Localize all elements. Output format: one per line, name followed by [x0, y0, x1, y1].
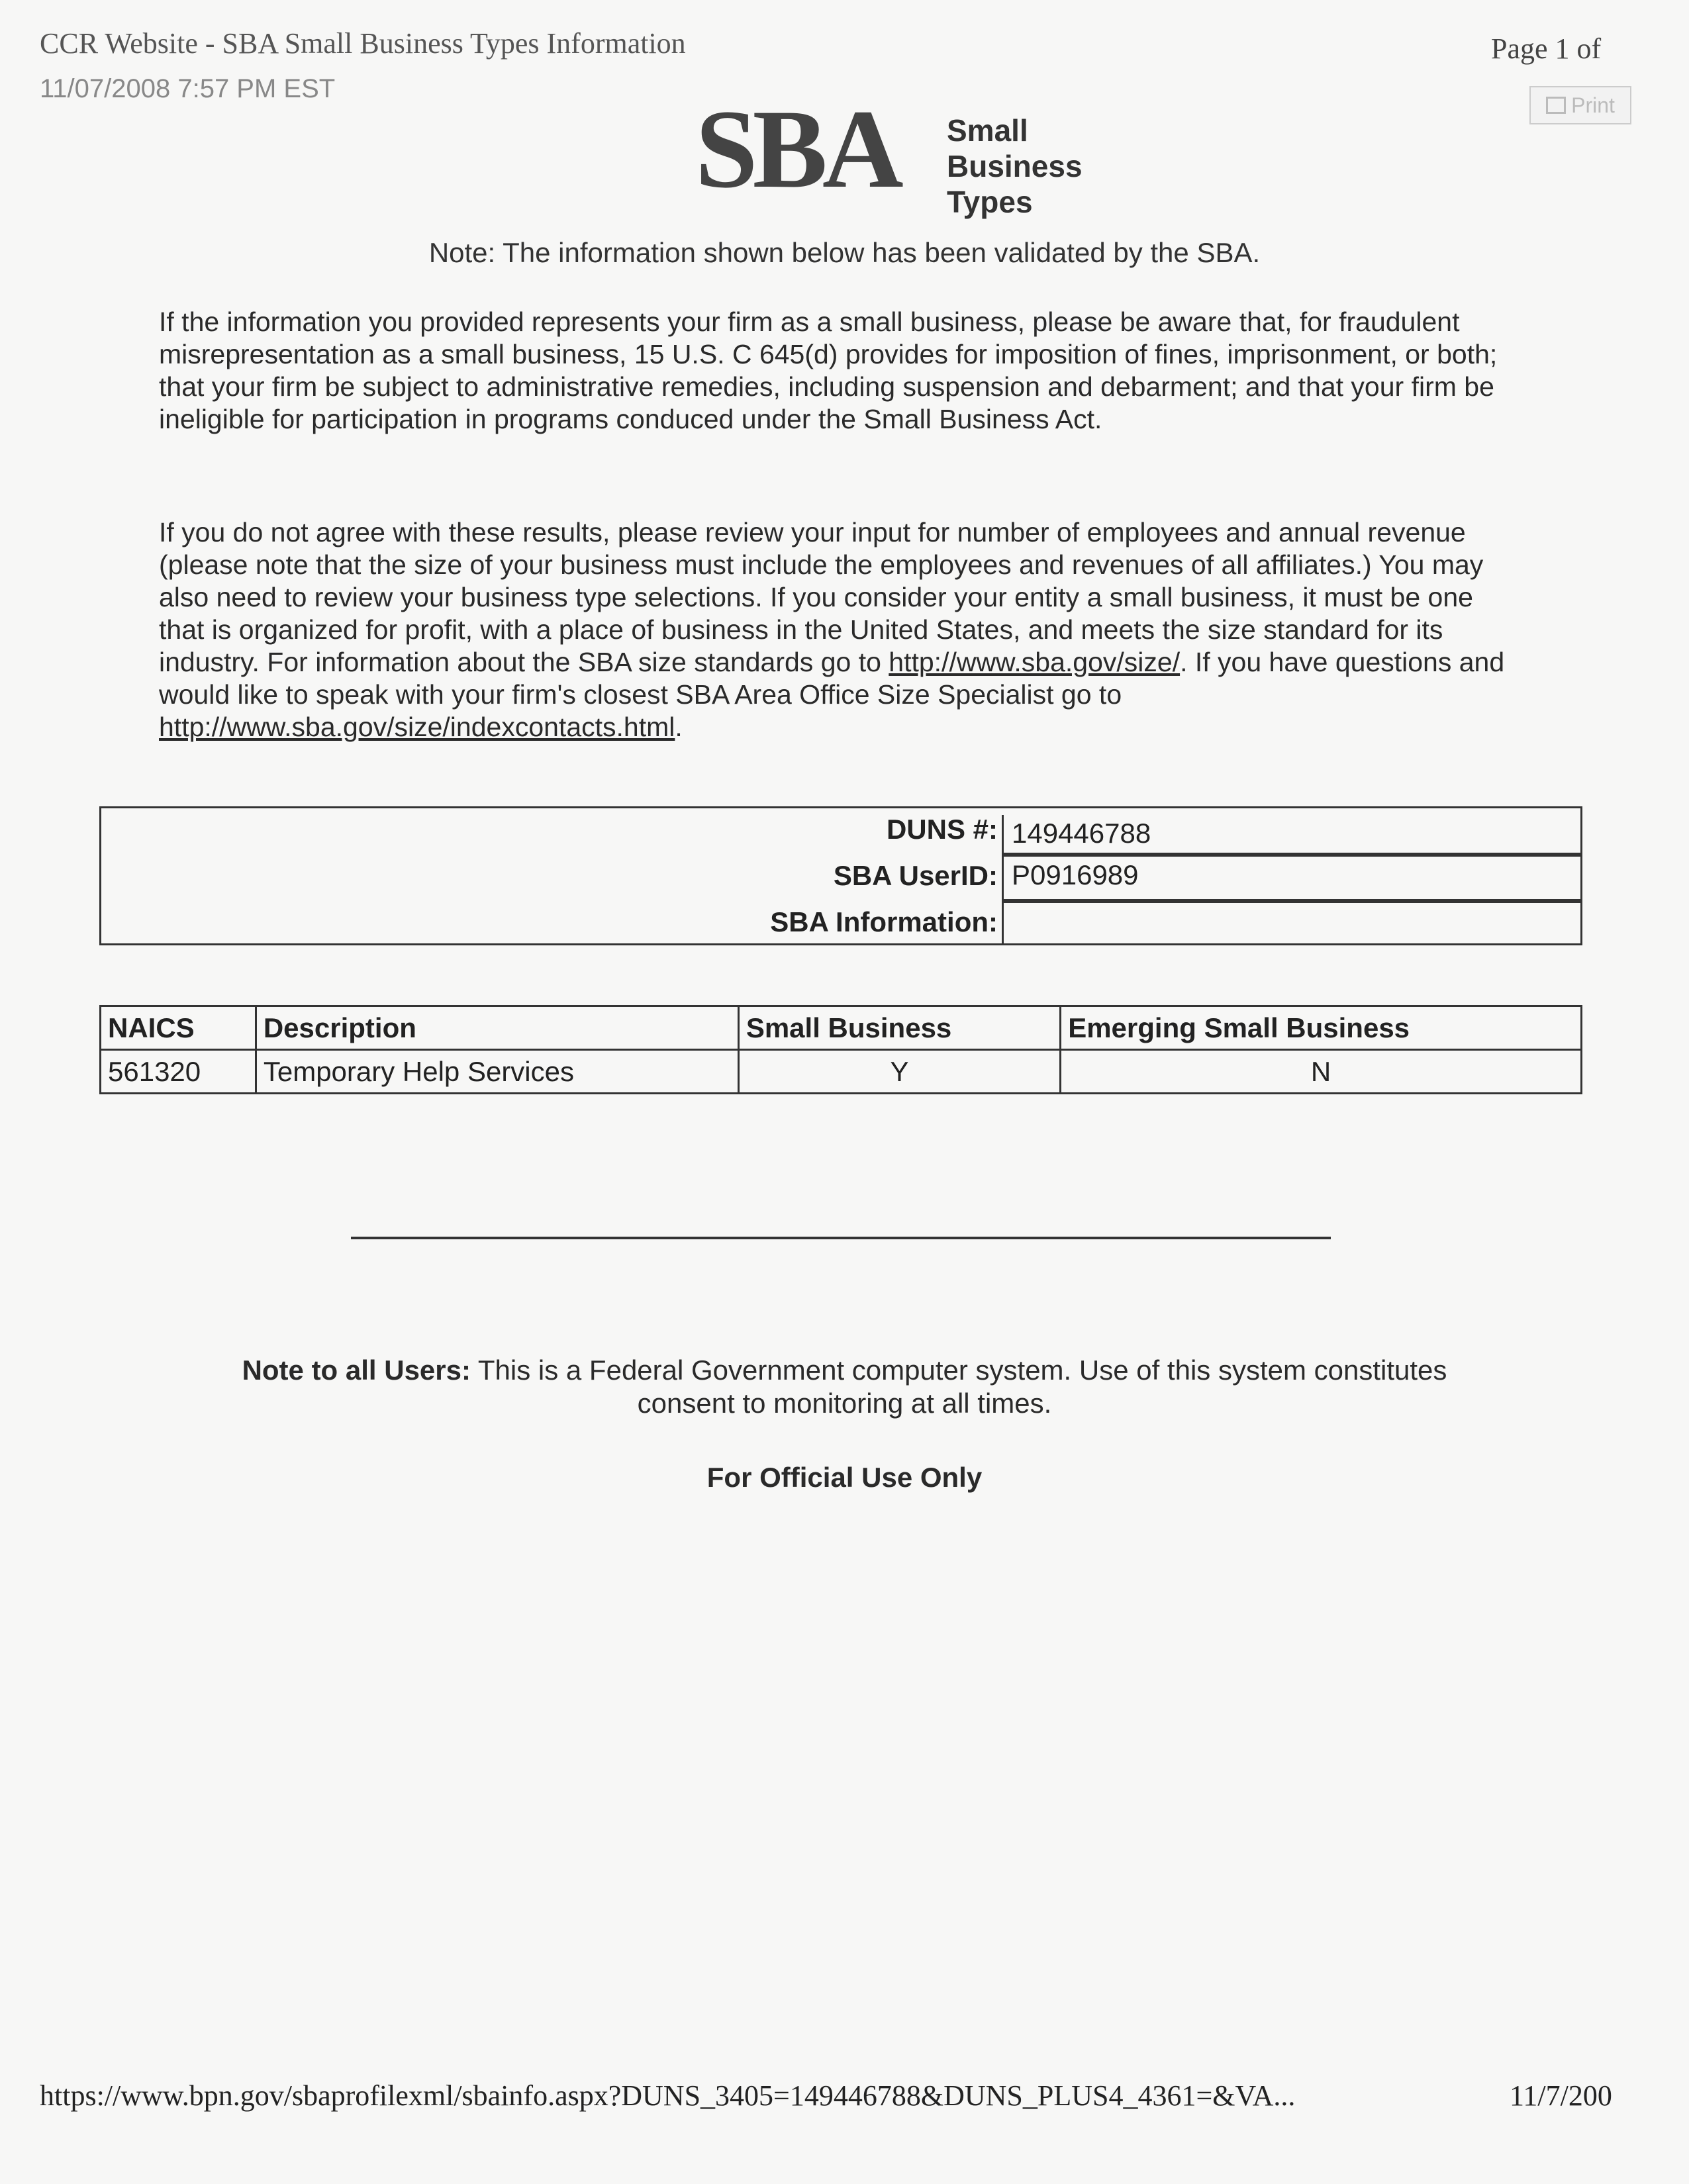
users-note-bold: Note to all Users:: [242, 1354, 471, 1386]
naics-header: NAICS: [101, 1006, 256, 1050]
paragraph-text: If you do not agree with these results, please review your input for number of employees and annual revenue (please note that the size of your business must include the employees and revenues of all affiliates.) You may also need to review your business type selections. If you consider your entity a small business, it must be one that is organized for profit, with a place of business in the United States, and meets the size standard for its industry. For information about the SBA size standards go to: [159, 517, 1484, 677]
table-row: [101, 1050, 1582, 1094]
print-button[interactable]: [1529, 86, 1631, 124]
browser-page-title: CCR Website - SBA Small Business Types Information: [40, 27, 686, 60]
validated-note: Note: The information shown below has been validated by the SBA.: [428, 237, 1261, 268]
sba-information-value: [1002, 901, 1580, 943]
divider: [351, 1237, 1331, 1239]
small-business-header: Small Business: [738, 1006, 1060, 1050]
users-note-text: This is a Federal Government computer system. Use of this system constitutes: [470, 1354, 1447, 1386]
logo-subtitle-line2: Types: [947, 185, 1033, 219]
fraud-warning-paragraph: If the information you provided represents your firm as a small business, please be aware that, for fraudulent misrepresentation as a small business, 15 U.S. C 645(d) provides for imposition of fines, imprisonment, or both; that your firm be subject to administrative remedies, including suspension and debarment; and that your firm be ineligible for participation in programs conduced under the Small Business Act.: [159, 307, 1498, 434]
userid-label: SBA UserID:: [833, 860, 998, 891]
size-standards-link[interactable]: http://www.sba.gov/size/: [889, 647, 1181, 677]
small-business-cell: Y: [738, 1050, 1060, 1094]
footer-date: 11/7/200: [1510, 2079, 1612, 2112]
page-number: Page 1 of: [1491, 32, 1602, 65]
emerging-small-business-cell: N: [1061, 1050, 1582, 1094]
logo-subtitle-line1: Small Business: [947, 113, 1083, 183]
emerging-small-business-header: Emerging Small Business: [1061, 1006, 1582, 1050]
printer-icon: [1546, 97, 1566, 114]
userid-row: [101, 855, 1580, 901]
users-note-line1: [0, 1354, 1689, 1387]
sba-logo: [695, 87, 1172, 219]
description-header: Description: [256, 1006, 738, 1050]
table-header-row: [101, 1006, 1582, 1050]
naics-code-cell: 561320: [101, 1050, 256, 1094]
users-note: [0, 1354, 1689, 1420]
naics-table: [99, 1005, 1582, 1094]
sba-logo-letters: SBA: [695, 87, 898, 211]
paragraph-text: .: [675, 712, 683, 742]
users-note-line2: consent to monitoring at all times.: [637, 1388, 1052, 1419]
size-standards-paragraph: [159, 516, 1516, 743]
sba-information-label: SBA Information:: [770, 906, 998, 937]
userid-value: P0916989: [1002, 855, 1580, 901]
duns-value: 149446788: [1002, 815, 1580, 855]
duns-row: [101, 808, 1580, 855]
size-contacts-link[interactable]: http://www.sba.gov/size/indexcontacts.html: [159, 712, 675, 742]
description-cell: Temporary Help Services: [256, 1050, 738, 1094]
footer-url: https://www.bpn.gov/sbaprofilexml/sbainfo.aspx?DUNS_3405=149446788&DUNS_PLUS4_4361=&VA...: [40, 2079, 1296, 2112]
paragraph-text: . If you have questions and would like to speak with your firm's closest SBA Area Office Size Specialist go to: [159, 647, 1505, 710]
firm-info-box: [99, 806, 1582, 945]
official-use-notice: For Official Use Only: [706, 1462, 983, 1493]
sba-information-row: [101, 901, 1580, 947]
logo-subtitle: [947, 113, 1172, 220]
duns-label: DUNS #:: [886, 814, 998, 845]
print-button-label: Print: [1571, 93, 1615, 117]
print-timestamp: 11/07/2008 7:57 PM EST: [40, 74, 336, 103]
